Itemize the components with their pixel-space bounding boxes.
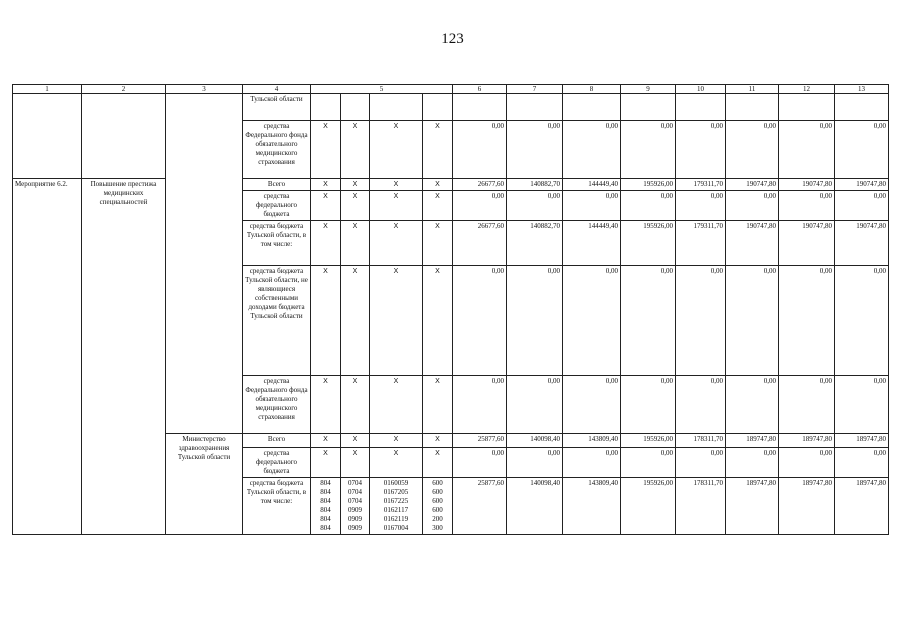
amount-cell: 26677,60	[453, 221, 507, 266]
budget-code-cell: X	[341, 179, 370, 191]
amount-cell: 0,00	[507, 266, 563, 376]
amount-cell: 190747,80	[779, 179, 835, 191]
funding-source-cell: средства Федерального фонда обязательного медицинского страхования	[243, 376, 311, 434]
amount-cell	[563, 94, 621, 121]
table-row	[13, 94, 889, 121]
amount-cell: 25877,60	[453, 478, 507, 535]
budget-code-cell: X	[423, 191, 453, 221]
budget-code-cell: X	[341, 191, 370, 221]
amount-cell: 189747,80	[779, 478, 835, 535]
amount-cell: 190747,80	[726, 179, 779, 191]
col-header: 7	[507, 85, 563, 94]
col-header: 2	[82, 85, 166, 94]
amount-cell: 0,00	[835, 448, 889, 478]
budget-code-cell: X	[370, 266, 423, 376]
budget-code-cell: X	[370, 448, 423, 478]
budget-code-cell: X	[423, 179, 453, 191]
amount-cell: 0,00	[726, 376, 779, 434]
amount-cell: 0,00	[453, 266, 507, 376]
amount-cell: 0,00	[835, 266, 889, 376]
amount-cell: 0,00	[779, 121, 835, 179]
funding-source-cell: средства бюджета Тульской области, в том числе:	[243, 221, 311, 266]
amount-cell	[507, 94, 563, 121]
budget-code-cell: X	[370, 434, 423, 448]
amount-cell: 0,00	[726, 448, 779, 478]
budget-code-cell: X	[311, 376, 341, 434]
amount-cell: 195926,00	[621, 221, 676, 266]
amount-cell	[676, 94, 726, 121]
col-header: 11	[726, 85, 779, 94]
executor-cell	[166, 94, 243, 434]
budget-code-cell	[370, 94, 423, 121]
measure-number-cell: Мероприятие 6.2.	[13, 179, 82, 535]
amount-cell: 0,00	[726, 266, 779, 376]
amount-cell: 0,00	[453, 376, 507, 434]
amount-cell: 0,00	[726, 121, 779, 179]
amount-cell: 189747,80	[726, 478, 779, 535]
amount-cell	[453, 94, 507, 121]
budget-code-cell: X	[311, 191, 341, 221]
amount-cell: 179311,70	[676, 179, 726, 191]
amount-cell: 0,00	[621, 448, 676, 478]
amount-cell: 0,00	[453, 191, 507, 221]
funding-source-cell: средства бюджета Тульской области, не являющиеся собственными доходами бюджета Тульской области	[243, 266, 311, 376]
budget-code-cell: X	[370, 121, 423, 179]
col-header: 6	[453, 85, 507, 94]
amount-cell: 143809,40	[563, 434, 621, 448]
budget-code-cell: 804 804 804 804 804 804	[311, 478, 341, 535]
amount-cell: 0,00	[563, 448, 621, 478]
amount-cell: 190747,80	[835, 221, 889, 266]
amount-cell: 0,00	[563, 376, 621, 434]
budget-code-cell: X	[423, 448, 453, 478]
amount-cell: 140098,40	[507, 478, 563, 535]
measure-title-cell: Повышение престижа медицинских специальностей	[82, 179, 166, 535]
page-number: 123	[441, 31, 464, 47]
amount-cell: 190747,80	[835, 179, 889, 191]
amount-cell: 0,00	[676, 448, 726, 478]
budget-code-cell	[341, 94, 370, 121]
amount-cell: 0,00	[507, 376, 563, 434]
budget-code-cell: 0160059 0167205 0167225 0162117 0162119 0167004	[370, 478, 423, 535]
col-header: 10	[676, 85, 726, 94]
col-header: 9	[621, 85, 676, 94]
budget-code-cell: X	[341, 221, 370, 266]
funding-source-cell: средства федерального бюджета	[243, 448, 311, 478]
executor-cell: Министерство здравоохранения Тульской области	[166, 434, 243, 535]
amount-cell: 0,00	[676, 266, 726, 376]
funding-source-cell: Всего	[243, 179, 311, 191]
budget-code-cell: X	[311, 121, 341, 179]
table-row	[13, 179, 889, 191]
budget-code-cell	[423, 94, 453, 121]
budget-code-cell: X	[370, 191, 423, 221]
funding-source-cell: Всего	[243, 434, 311, 448]
amount-cell: 140098,40	[507, 434, 563, 448]
amount-cell	[621, 94, 676, 121]
budget-code-cell	[311, 94, 341, 121]
amount-cell: 190747,80	[726, 221, 779, 266]
amount-cell: 189747,80	[835, 434, 889, 448]
amount-cell: 143809,40	[563, 478, 621, 535]
budget-code-cell: X	[341, 266, 370, 376]
amount-cell: 0,00	[726, 191, 779, 221]
amount-cell: 179311,70	[676, 221, 726, 266]
budget-code-cell: X	[341, 434, 370, 448]
amount-cell: 0,00	[621, 376, 676, 434]
budget-code-cell: X	[423, 121, 453, 179]
amount-cell: 195926,00	[621, 179, 676, 191]
amount-cell: 0,00	[779, 191, 835, 221]
budget-code-cell: X	[370, 179, 423, 191]
header-row	[13, 85, 889, 94]
budget-code-cell: 0704 0704 0704 0909 0909 0909	[341, 478, 370, 535]
funding-source-cell: средства бюджета Тульской области, в том числе:	[243, 478, 311, 535]
amount-cell: 0,00	[621, 191, 676, 221]
budget-table	[12, 84, 889, 535]
funding-source-cell: Тульской области	[243, 94, 311, 121]
col-header: 3	[166, 85, 243, 94]
amount-cell: 189747,80	[726, 434, 779, 448]
budget-code-cell: X	[311, 266, 341, 376]
amount-cell: 0,00	[835, 376, 889, 434]
amount-cell: 0,00	[453, 121, 507, 179]
amount-cell: 0,00	[835, 191, 889, 221]
amount-cell: 0,00	[563, 266, 621, 376]
amount-cell: 189747,80	[835, 478, 889, 535]
col-header: 4	[243, 85, 311, 94]
col-header: 5	[311, 85, 453, 94]
budget-code-cell: X	[341, 121, 370, 179]
amount-cell: 144449,40	[563, 179, 621, 191]
budget-code-cell: X	[311, 448, 341, 478]
amount-cell: 26677,60	[453, 179, 507, 191]
budget-code-cell: X	[423, 434, 453, 448]
amount-cell: 0,00	[779, 448, 835, 478]
measure-title-cell	[82, 94, 166, 179]
budget-code-cell: X	[311, 221, 341, 266]
amount-cell: 140882,70	[507, 179, 563, 191]
amount-cell: 178311,70	[676, 478, 726, 535]
budget-code-cell: X	[370, 376, 423, 434]
amount-cell: 0,00	[453, 448, 507, 478]
amount-cell: 0,00	[507, 121, 563, 179]
amount-cell: 25877,60	[453, 434, 507, 448]
amount-cell: 0,00	[563, 121, 621, 179]
amount-cell: 195926,00	[621, 478, 676, 535]
measure-number-cell	[13, 94, 82, 179]
amount-cell: 189747,80	[779, 434, 835, 448]
amount-cell	[726, 94, 779, 121]
budget-code-cell: X	[341, 448, 370, 478]
budget-code-cell: X	[370, 221, 423, 266]
budget-code-cell: X	[341, 376, 370, 434]
budget-code-cell: X	[311, 179, 341, 191]
amount-cell: 0,00	[676, 121, 726, 179]
amount-cell: 0,00	[621, 121, 676, 179]
amount-cell: 0,00	[835, 121, 889, 179]
amount-cell: 0,00	[621, 266, 676, 376]
amount-cell: 190747,80	[779, 221, 835, 266]
budget-code-cell: X	[423, 221, 453, 266]
amount-cell: 0,00	[563, 191, 621, 221]
amount-cell: 0,00	[779, 376, 835, 434]
col-header: 12	[779, 85, 835, 94]
amount-cell: 178311,70	[676, 434, 726, 448]
col-header: 1	[13, 85, 82, 94]
amount-cell: 195926,00	[621, 434, 676, 448]
amount-cell: 0,00	[779, 266, 835, 376]
col-header: 13	[835, 85, 889, 94]
funding-source-cell: средства федерального бюджета	[243, 191, 311, 221]
amount-cell	[835, 94, 889, 121]
amount-cell: 144449,40	[563, 221, 621, 266]
amount-cell: 0,00	[676, 191, 726, 221]
amount-cell: 140882,70	[507, 221, 563, 266]
amount-cell	[779, 94, 835, 121]
amount-cell: 0,00	[676, 376, 726, 434]
amount-cell: 0,00	[507, 448, 563, 478]
amount-cell: 0,00	[507, 191, 563, 221]
col-header: 8	[563, 85, 621, 94]
budget-code-cell: X	[423, 376, 453, 434]
budget-code-cell: X	[311, 434, 341, 448]
budget-code-cell: X	[423, 266, 453, 376]
funding-source-cell: средства Федерального фонда обязательного медицинского страхования	[243, 121, 311, 179]
budget-code-cell: 600 600 600 600 200 300	[423, 478, 453, 535]
